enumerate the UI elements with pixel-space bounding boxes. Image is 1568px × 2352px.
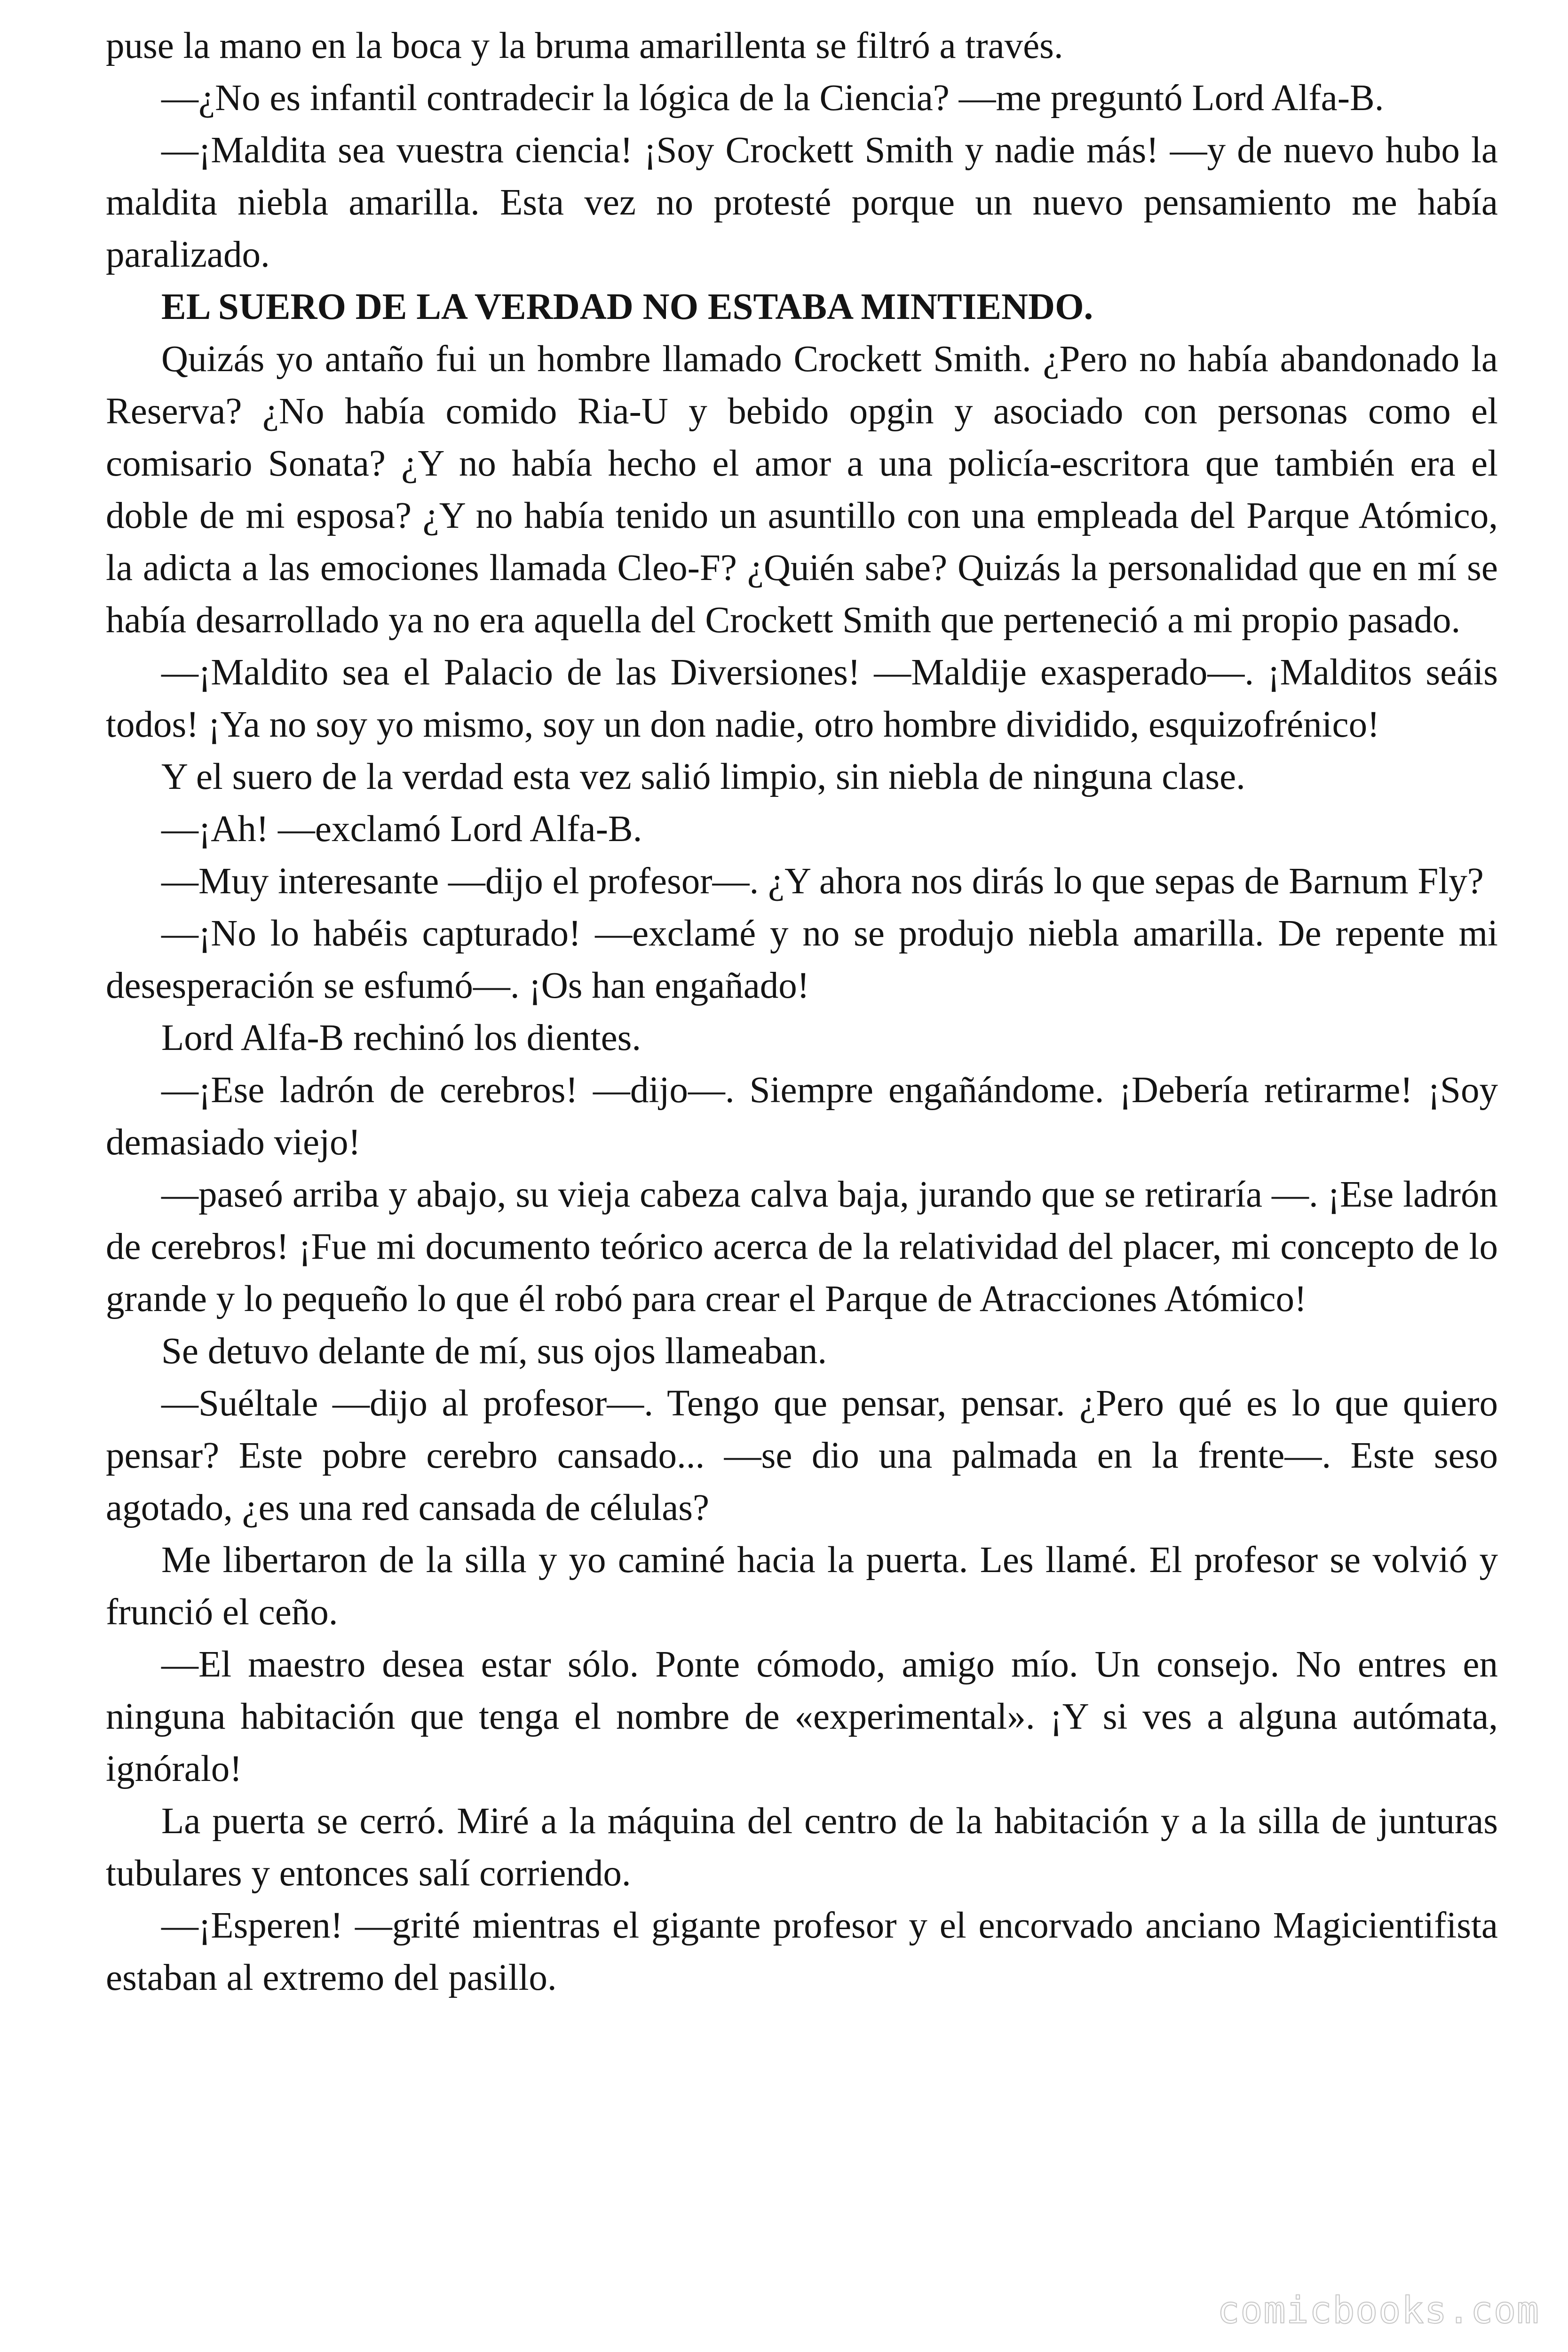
paragraph: —¡No lo habéis capturado! —exclamé y no se produjo niebla amarilla. De repente mi desesperación se esfumó—. ¡Os han engañado! bbox=[106, 913, 1498, 1006]
paragraph: —¡Ah! —exclamó Lord Alfa-B. bbox=[161, 809, 642, 850]
watermark: comicbooks.com bbox=[1217, 2289, 1540, 2332]
paragraph: —¡Ese ladrón de cerebros! —dijo—. Siempre engañándome. ¡Debería retirarme! ¡Soy demasiado viejo! bbox=[106, 1070, 1498, 1163]
paragraph: La puerta se cerró. Miré a la máquina del centro de la habitación y a la silla de junturas tubulares y entonces salí corriendo. bbox=[106, 1801, 1498, 1894]
bold-heading-line: EL SUERO DE LA VERDAD NO ESTABA MINTIENDO. bbox=[161, 286, 1093, 327]
paragraph: —¡Maldito sea el Palacio de las Diversiones! —Maldije exasperado—. ¡Malditos seáis todos! ¡Ya no soy yo mismo, soy un don nadie, otro hombre dividido, esquizofrénico! bbox=[106, 652, 1498, 745]
page-body bbox=[106, 20, 1498, 2004]
paragraph: —El maestro desea estar sólo. Ponte cómodo, amigo mío. Un consejo. No entres en ninguna habitación que tenga el nombre de «experimental». ¡Y si ves a alguna autómata, ignóralo! bbox=[106, 1644, 1498, 1789]
paragraph: —¿No es infantil contradecir la lógica de la Ciencia? —me preguntó Lord Alfa-B. bbox=[161, 78, 1384, 119]
paragraph: —paseó arriba y abajo, su vieja cabeza calva baja, jurando que se retiraría —. ¡Ese ladrón de cerebros! ¡Fue mi documento teórico acerca de la relatividad del placer, mi concepto de lo grande y lo pequeño lo que él robó para crear el Parque de Atracciones Atómico! bbox=[106, 1174, 1498, 1319]
paragraph: —¡Maldita sea vuestra ciencia! ¡Soy Crockett Smith y nadie más! —y de nuevo hubo la maldita niebla amarilla. Esta vez no protesté porque un nuevo pensamiento me había paralizado. bbox=[106, 130, 1498, 275]
paragraph: Se detuvo delante de mí, sus ojos llameaban. bbox=[161, 1331, 827, 1372]
paragraph: puse la mano en la boca y la bruma amarillenta se filtró a través. bbox=[106, 25, 1063, 66]
paragraph: —Suéltale —dijo al profesor—. Tengo que pensar, pensar. ¿Pero qué es lo que quiero pensar? Este pobre cerebro cansado... —se dio una palmada en la frente—. Este seso agotado, ¿es una red cansada de células? bbox=[106, 1383, 1498, 1528]
paragraph: Lord Alfa-B rechinó los dientes. bbox=[161, 1017, 641, 1058]
paragraph: Quizás yo antaño fui un hombre llamado Crockett Smith. ¿Pero no había abandonado la Reserva? ¿No había comido Ria-U y bebido opgin y asociado con personas como el comisario Sonata? ¿Y no había hecho el amor a una policía-escritora que también era el doble de mi esposa? ¿Y no había tenido un asuntillo con una empleada del Parque Atómico, la adicta a las emociones llamada Cleo-F? ¿Quién sabe? Quizás la personalidad que en mí se había desarrollado ya no era aquella del Crockett Smith que perteneció a mi propio pasado. bbox=[106, 339, 1498, 641]
paragraph: Me libertaron de la silla y yo caminé hacia la puerta. Les llamé. El profesor se volvió y frunció el ceño. bbox=[106, 1540, 1498, 1633]
paragraph: —¡Esperen! —grité mientras el gigante profesor y el encorvado anciano Magicientifista estaban al extremo del pasillo. bbox=[106, 1905, 1498, 1998]
paragraph: Y el suero de la verdad esta vez salió limpio, sin niebla de ninguna clase. bbox=[161, 756, 1245, 797]
paragraph: —Muy interesante —dijo el profesor—. ¿Y ahora nos dirás lo que sepas de Barnum Fly? bbox=[161, 861, 1484, 902]
